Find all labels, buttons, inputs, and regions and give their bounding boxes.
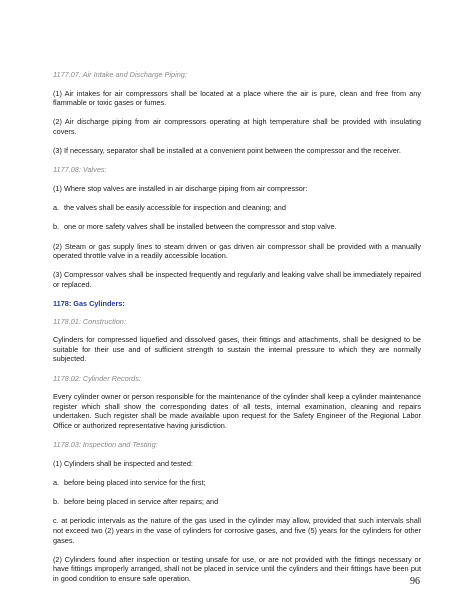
section-heading-1178-02: 1178.02: Cylinder Records: [53,373,141,383]
paragraph: (3) Compressor valves shall be inspected frequently and regularly and leaking valve shall be immediately repaired or replaced. [53,270,421,289]
paragraph: (1) Air intakes for air compressors shall be located at a place where the air is pure, clean and free from any flammable or toxic gases or fumes. [53,88,421,108]
list-item [53,222,421,232]
section-heading-1178: 1178: Gas Cylinders: [53,299,125,309]
paragraph: (2) Cylinders found after inspection or testing unsafe for use, or are not provided with the fittings necessary or have fittings improperly arranged, shall not be placed in service until the cylinders and their fittings have been put in good condition to ensure safe operation. [53,554,421,583]
paragraph: (1) Cylinders shall be inspected and tested: [53,458,193,468]
list-item-text: before being placed in service after repairs; and [64,497,219,507]
list-marker: b. [53,222,60,232]
section-heading-1177-07: 1177.07: Air Intake and Discharge Piping: [53,70,187,79]
page-number: 96 [410,576,420,587]
paragraph: Cylinders for compressed liquefied and dissolved gases, their fittings and attachments, shall be designed to be suitable for their use and of sufficient strength to sustain the internal pressure to which they are normally subjected. [53,335,421,364]
paragraph: c. at periodic intervals as the nature of the gas used in the cylinder may allow, provided that such intervals shall not exceed two (2) years in the vase of cylinders for corrosive gases, and five (5) years for the cylinders for other gases. [53,516,421,545]
paragraph: (2) Steam or gas supply lines to steam driven or gas driven air compressor shall be provided with a manually operated throttle valve in a readily accessible location. [53,241,421,261]
list-item-text: before being placed into service for the first; [64,477,206,487]
list-marker: a. [53,477,60,487]
list-marker: a. [53,203,60,213]
paragraph: Every cylinder owner or person responsible for the maintenance of the cylinder shall keep a cylinder maintenance register which shall show the corresponding dates of all tests, internal examination, cleaning and repairs undertaken. Such register shall be made available upon request for the Safety Engineer of the Regional Labor Office or authorized representative having jurisdiction. [53,392,421,430]
list-item-text: the valves shall be easily accessible for inspection and cleaning; and [64,203,286,213]
paragraph: (2) Air discharge piping from air compressors operating at high temperature shall be provided with insulating covers. [53,117,421,136]
list-item [53,203,421,213]
paragraph: (3) If necessary, separator shall be installed at a convenient point between the compressor and the receiver. [53,146,401,156]
paragraph: (1) Where stop valves are installed in air discharge piping from air compressor: [53,183,308,193]
document-page [53,70,421,593]
list-item [53,497,421,507]
list-item [53,478,421,488]
section-heading-1178-01: 1178.01: Construction: [53,316,126,326]
section-heading-1178-03: 1178.03: Inspection and Testing: [53,440,158,450]
section-heading-1177-08: 1177.08: Valves: [53,165,107,175]
list-marker: b. [53,497,60,507]
list-item-text: one or more safety valves shall be installed between the compressor and stop valve. [64,222,337,232]
